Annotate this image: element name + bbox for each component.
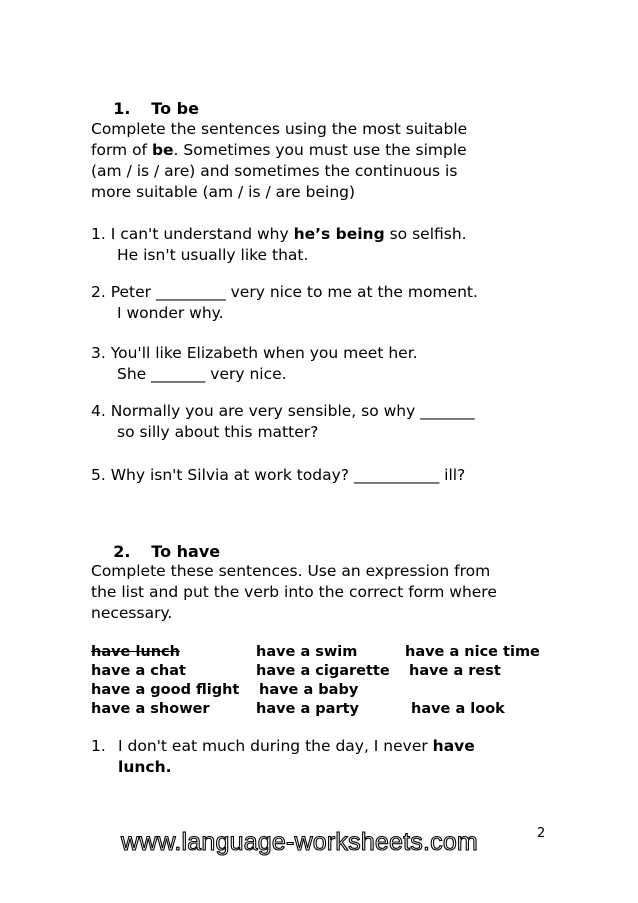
section-1-instruction-line-4 — [91, 182, 355, 203]
item-text: I don't eat much during the day, I never — [118, 737, 433, 755]
section-2-item-1 — [91, 736, 475, 757]
section-2-instruction-line-2: the list and put the verb into the correct form where — [91, 583, 497, 601]
expression-item: have a look — [411, 701, 505, 717]
item-text: 1. I can't understand why — [91, 225, 294, 243]
expression-item: have a nice time — [405, 644, 540, 660]
section-2-instruction-line-1: Complete these sentences. Use an expression from — [91, 562, 491, 580]
section-1-instruction-line-1 — [91, 119, 467, 140]
section-1-instruction-line-2 — [91, 140, 467, 161]
section-1-number: 1. — [113, 99, 131, 118]
expression-item: have a party — [256, 701, 359, 717]
expression-item: have a good flight — [91, 682, 240, 698]
item-answer: he’s being — [293, 225, 385, 243]
section-2-instruction-line-3: necessary. — [91, 604, 173, 622]
item-text: so selfish. — [384, 225, 467, 243]
item-number: 1. — [91, 737, 106, 755]
section-1-item-5: 5. Why isn't Silvia at work today? ___________ ill? — [91, 466, 466, 484]
website-url: www.language-worksheets.com — [121, 828, 478, 856]
item-answer: lunch. — [118, 758, 172, 776]
expression-item: have a swim — [256, 644, 358, 660]
expression-item-used: have lunch — [91, 644, 180, 660]
expression-item: have a shower — [91, 701, 210, 717]
page-number: 2 — [537, 826, 546, 841]
section-1-instruction-line-3 — [91, 161, 457, 182]
instruction-text: (am / is / are) and sometimes the continuous is — [91, 162, 458, 180]
section-1-item-3-line-2: She _______ very nice. — [117, 365, 287, 383]
section-2-title: To have — [151, 542, 221, 561]
expression-item: have a rest — [409, 663, 501, 679]
instruction-text: . Sometimes you must use the simple — [173, 141, 467, 159]
section-1-item-4-line-2: so silly about this matter? — [117, 423, 319, 441]
expression-item: have a chat — [91, 663, 186, 679]
expression-item: have a baby — [259, 682, 359, 698]
section-2-number: 2. — [113, 542, 131, 561]
section-2-item-1-line-2 — [118, 757, 172, 778]
instruction-text: form of — [91, 141, 152, 159]
section-1-item-2-line-2: I wonder why. — [117, 304, 224, 322]
expression-item: have a cigarette — [256, 663, 390, 679]
section-1-item-2: 2. Peter _________ very nice to me at the moment. — [91, 283, 478, 301]
instruction-bold-word: be — [151, 141, 174, 159]
section-1-item-1-line-2: He isn't usually like that. — [117, 246, 309, 264]
item-answer: have — [432, 737, 475, 755]
section-1-item-4: 4. Normally you are very sensible, so why _______ — [91, 402, 475, 420]
instruction-text: Complete the sentences using the most suitable — [91, 120, 468, 138]
section-1-item-3: 3. You'll like Elizabeth when you meet her. — [91, 344, 418, 362]
instruction-text: more suitable (am / is / are being) — [91, 183, 356, 201]
section-1-title: To be — [151, 99, 199, 118]
section-1-item-1 — [91, 224, 467, 245]
